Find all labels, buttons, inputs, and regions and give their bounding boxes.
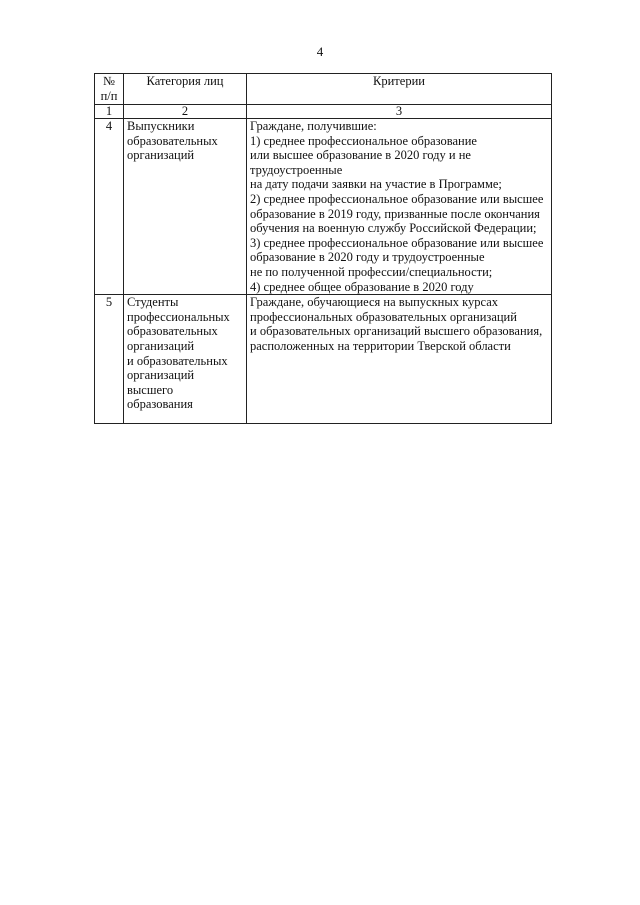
column-index-1: 1 <box>95 105 124 119</box>
table-header-row <box>95 74 552 105</box>
row-criteria: Граждане, обучающиеся на выпускных курсах профессиональных образовательных организаций и образовательных организаций высшего образования, расположенных на территории Тверской области <box>247 295 552 424</box>
row-number: 4 <box>95 119 124 295</box>
row-number: 5 <box>95 295 124 424</box>
header-number: № п/п <box>95 74 124 105</box>
row-category: Студенты профессиональных образовательных организаций и образовательных организаций высшего образования <box>124 295 247 424</box>
table-row <box>95 295 552 424</box>
column-index-3: 3 <box>247 105 552 119</box>
column-index-row <box>95 105 552 119</box>
criteria-table <box>94 73 552 424</box>
table-row <box>95 119 552 295</box>
header-criteria: Критерии <box>247 74 552 105</box>
column-index-2: 2 <box>124 105 247 119</box>
page-number: 4 <box>316 44 324 59</box>
header-category: Категория лиц <box>124 74 247 105</box>
row-criteria: Граждане, получившие: 1) среднее профессиональное образование или высшее образование в 2020 году и не трудоустроенные на дату подачи заявки на участие в Программе; 2) среднее профессиональное образование или высшее образование в 2019 году, призванные после окончания обучения на военную службу Российской Федерации; 3) среднее профессиональное образование или высшее образование в 2020 году и трудоустроенные не по полученной профессии/специальности; 4) среднее общее образование в 2020 году <box>247 119 552 295</box>
row-category: Выпускники образовательных организаций <box>124 119 247 295</box>
